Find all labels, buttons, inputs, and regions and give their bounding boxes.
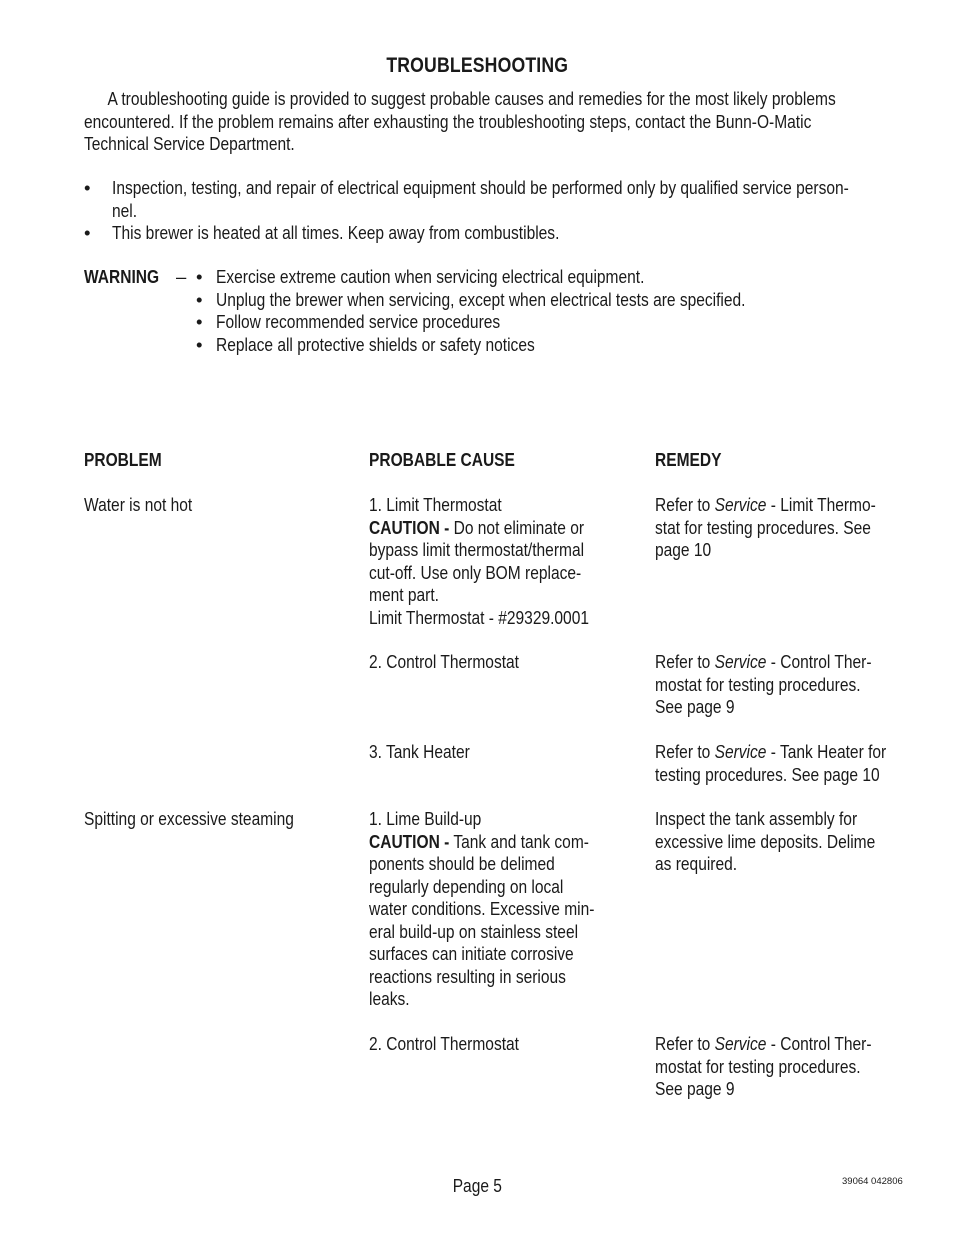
problem-cell: Water is not hot — [84, 494, 193, 515]
page-number: Page 5 — [452, 1175, 502, 1196]
bullet-icon: • — [196, 288, 203, 310]
header-probable-cause: PROBABLE CAUSE — [369, 449, 515, 470]
remedy-cell: Refer to Service - Tank Heater for testing procedures. See page 10 — [655, 741, 887, 785]
warning-item: • Replace all protective shields or safety notices — [196, 333, 535, 355]
bullet-line: Inspection, testing, and repair of electrical equipment should be performed only by qualified service person- — [112, 177, 849, 198]
cause-cell: 2. Control Thermostat — [369, 651, 520, 672]
cause-cell: 2. Control Thermostat — [369, 1033, 520, 1054]
warning-item: • Exercise extreme caution when servicing electrical equipment. — [196, 266, 645, 287]
safety-bullets — [84, 177, 914, 245]
cause-cell: 1. Limit Thermostat CAUTION - Do not eliminate or bypass limit thermostat/thermal cut-off. Use only BOM replace- ment part. Limit Thermostat - #29329.0001 — [369, 494, 589, 628]
page-title: TROUBLESHOOTING — [386, 54, 568, 77]
intro-line: Technical Service Department. — [84, 133, 295, 154]
header-remedy: REMEDY — [655, 449, 722, 470]
cause-cell: 3. Tank Heater — [369, 741, 470, 762]
bullet-icon: • — [196, 266, 203, 287]
warning-item: • Follow recommended service procedures — [196, 311, 501, 332]
warning-item: • Unplug the brewer when servicing, except when electrical tests are specified. — [196, 288, 746, 310]
remedy-cell: Refer to Service - Control Ther- mostat for testing procedures. See page 9 — [655, 651, 872, 717]
bullet-line: This brewer is heated at all times. Keep away from combustibles. — [112, 222, 560, 243]
warning-dash: – — [176, 266, 187, 287]
header-problem: PROBLEM — [84, 449, 162, 470]
bullet-line: nel. — [112, 199, 138, 221]
bullet-item — [84, 177, 914, 222]
problem-cell: Spitting or excessive steaming — [84, 808, 294, 829]
remedy-cell: Inspect the tank assembly for excessive lime deposits. Delime as required. — [655, 808, 876, 874]
remedy-cell: Refer to Service - Limit Thermo- stat for testing procedures. See page 10 — [655, 494, 876, 560]
bullet-icon: • — [196, 311, 203, 332]
remedy-cell: Refer to Service - Control Ther- mostat for testing procedures. See page 9 — [655, 1033, 872, 1099]
intro-line: encountered. If the problem remains after exhausting the troubleshooting steps, contact the Bunn-O-Matic — [84, 110, 812, 132]
warning-label: WARNING — [84, 266, 160, 287]
intro-paragraph — [84, 88, 898, 156]
caution-label: CAUTION - — [369, 516, 450, 538]
warning-list — [196, 266, 836, 356]
caution-label: CAUTION - — [369, 830, 450, 852]
bullet-item — [84, 222, 914, 245]
intro-line: A troubleshooting guide is provided to suggest probable causes and remedies for the most likely problems — [107, 88, 836, 109]
bullet-icon: • — [196, 333, 203, 355]
bullet-icon: • — [84, 222, 91, 243]
bullet-icon: • — [84, 177, 91, 198]
document-code: 39064 042806 — [842, 1176, 903, 1187]
cause-cell: 1. Lime Build-up CAUTION - Tank and tank com- ponents should be delimed regularly depending on local water conditions. Excessive min- eral build-up on stainless steel surfaces can initiate corrosive reactions resulting in serious leaks. — [369, 808, 595, 1009]
